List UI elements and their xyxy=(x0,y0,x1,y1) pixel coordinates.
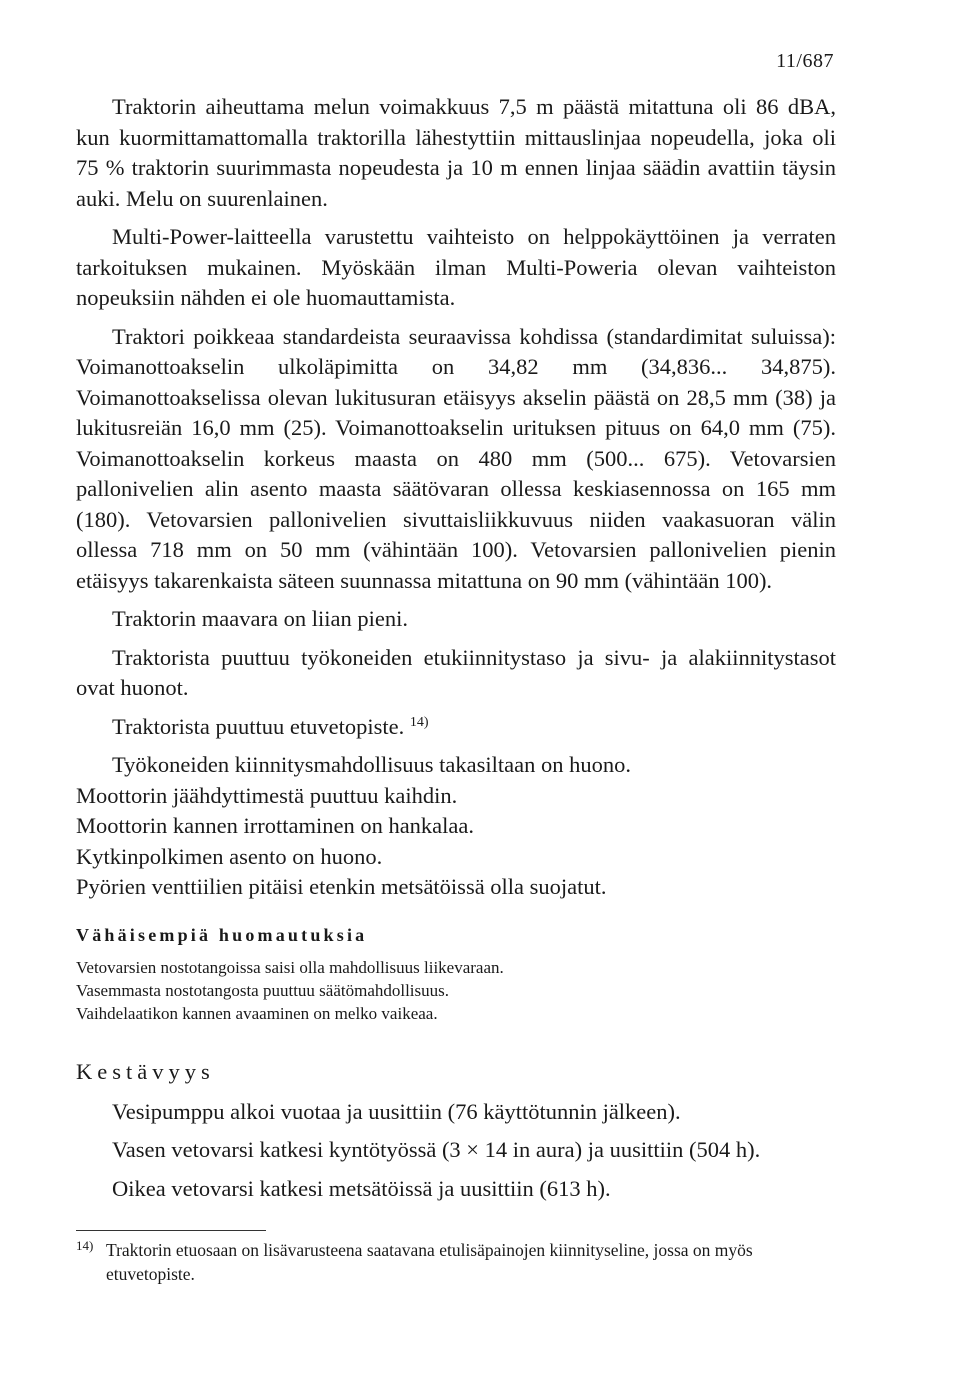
page-content xyxy=(76,92,836,1286)
durability-heading: Kestävyys xyxy=(76,1058,215,1084)
footnote-mark: 14) xyxy=(76,1238,94,1253)
paragraph-standards: Traktori poikkeaa standardeista seuraavissa kohdissa (standardimitat suluissa): Voimanottoakselin ulkoläpimitta on 34,82 mm (34,836... 34,875). Voimanottoakselissa olevan lukitusuran etäisyys akselin päästä on 28,5 mm (38) ja lukitusreiän 16,0 mm (25). Voimanottoakselin urituksen pituus on 64,0 mm (75). Voimanottoakselin korkeus maasta on 480 mm (500... 675). Vetovarsien pallonivelien alin asento maasta säätövaran ollessa keskiasennossa on 165 mm (180). Vetovarsien pallonivelien sivuttaisliikkuvuus niiden vaakasuoran välin ollessa 718 mm on 50 mm (vähintään 100). Vetovarsien pallonivelien pienin etäisyys takarenkaista säteen suunnassa mitattuna on 90 mm (vähintään 100). xyxy=(76,323,836,593)
paragraph-front-tow-point xyxy=(76,712,836,743)
paragraph-noise: Traktorin aiheuttama melun voimakkuus 7,5 m päästä mitattuna oli 86 dBA, kun kuormittamattomalla traktorilla lähestyttiin mittauslinjaa nopeudella, joka oli 75 % traktorin suurimmasta nopeudesta ja 10 m ennen linjaa säädin avattiin täysin auki. Melu on suurenlainen. xyxy=(76,94,836,211)
short-remarks: Työkoneiden kiinnitysmahdollisuus takasiltaan on huono. Moottorin jäähdyttimestä puuttuu kaihdin. Moottorin kannen irrottaminen on hankalaa. Kytkinpolkimen asento on huono. Pyörien venttiilien pitäisi etenkin metsätöissä olla suojatut. xyxy=(76,752,631,899)
footnote xyxy=(76,1239,836,1286)
durability-water-pump: Vesipumppu alkoi vuotaa ja uusittiin (76 käyttötunnin jälkeen). xyxy=(112,1098,681,1124)
footnote-reference: 14) xyxy=(409,714,429,730)
footnote-divider xyxy=(76,1230,266,1231)
paragraph-attachment-levels: Traktorista puuttuu työkoneiden etukiinnitystaso ja sivu- ja alakiinnitystasot ovat huonot. xyxy=(76,644,836,700)
footnote-text: Traktorin etuosaan on lisävarusteena saatavana etulisäpainojen kiinnityselinе, jossa on myös etuvetopiste. xyxy=(106,1240,753,1284)
minor-remarks-heading: Vähäisempiä huomautuksia xyxy=(76,924,368,945)
page-number: 11/687 xyxy=(776,50,834,72)
front-tow-point-text: Traktorista puuttuu etuvetopiste. xyxy=(112,713,405,739)
paragraph-ground-clearance: Traktorin maavara on liian pieni. xyxy=(112,606,408,631)
minor-remarks-list: Vetovarsien nostotangoissa saisi olla mahdollisuus liikevaraan. Vasemmasta nostotangosta puuttuu säätömahdollisuus. Vaihdelaatikon kannen avaaminen on melko vaikeaa. xyxy=(76,957,504,1023)
durability-right-arm: Oikea vetovarsi katkesi metsätöissä ja uusittiin (613 h). xyxy=(112,1175,611,1201)
durability-left-arm: Vasen vetovarsi katkesi kyntötyössä (3 × 14 in aura) ja uusittiin (504 h). xyxy=(112,1137,761,1162)
paragraph-multi-power: Multi-Power-laitteella varustettu vaihteisto on helppokäyttöinen ja verraten tarkoituksen mukainen. Myöskään ilman Multi-Poweria olevan vaihteiston nopeuksiin nähden ei ole huomauttamista. xyxy=(76,224,836,310)
